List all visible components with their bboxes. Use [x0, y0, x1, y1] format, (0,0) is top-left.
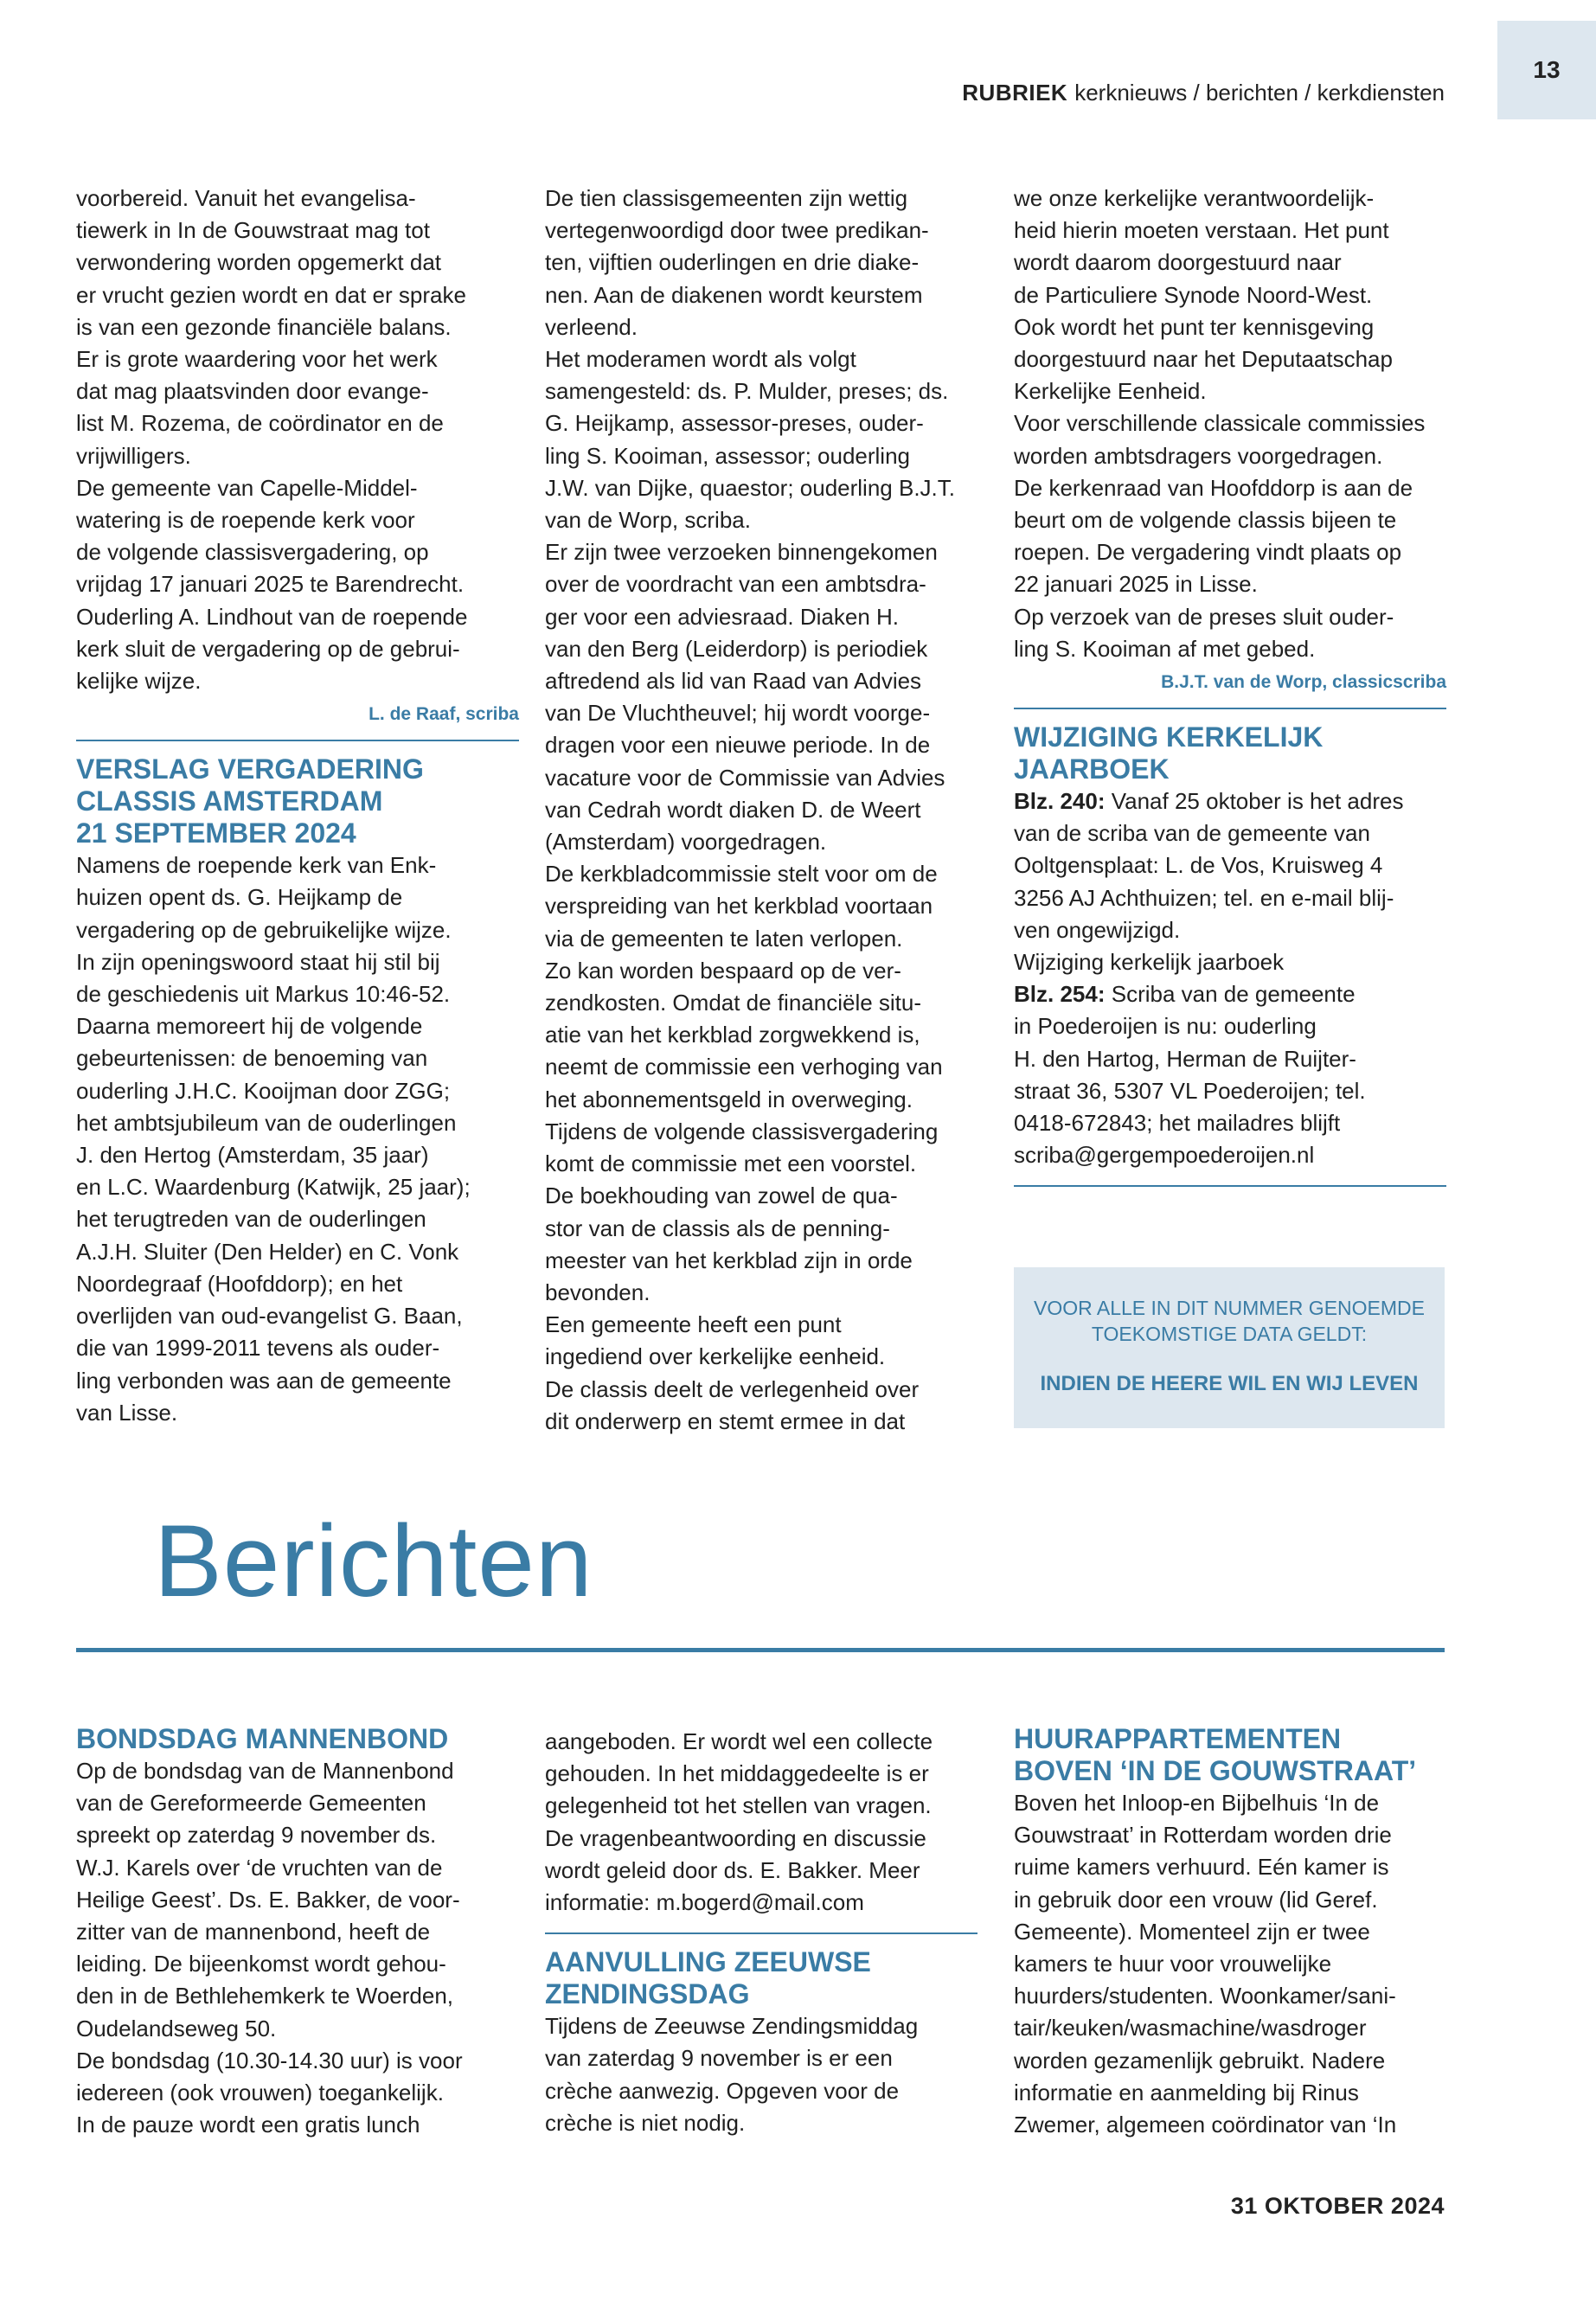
article-text: [76, 1755, 519, 2141]
text-line: van De Vluchtheuvel; hij wordt voorge-: [545, 700, 931, 727]
text-line: 22 januari 2025 in Lisse.: [1014, 571, 1258, 598]
text-line: De classis deelt de verlegenheid over: [545, 1375, 920, 1402]
text-line: atie van het kerkblad zorgwekkend is,: [545, 1022, 920, 1048]
text-line: 0418-672843; het mailadres blijft: [1014, 1110, 1341, 1137]
text-line: G. Heijkamp, assessor-preses, ouder-: [545, 410, 924, 437]
text-line: ZENDINGSDAG: [545, 1978, 750, 2010]
text-line: tiewerk in In de Gouwstraat mag tot: [76, 217, 430, 244]
text-line: tair/keuken/wasmachine/wasdroger: [1014, 2015, 1367, 2041]
text-line: BONDSDAG MANNENBOND: [76, 1723, 449, 1754]
article-heading: [1014, 721, 1446, 785]
notice-line: TOEKOMSTIGE DATA GELDT:: [1091, 1323, 1368, 1345]
text-line: In zijn openingswoord staat hij stil bij: [76, 948, 440, 975]
text-line: vrijwilligers.: [76, 442, 191, 469]
article-text: [76, 849, 519, 1429]
text-line: in gebruik door een vrouw (lid Geref.: [1014, 1886, 1378, 1913]
bericht-column-2: [545, 1726, 977, 2139]
text-line: De boekhouding van zowel de qua-: [545, 1183, 898, 1209]
text-line: Wijziging kerkelijk jaarboek: [1014, 949, 1285, 976]
text-line: is van een gezonde financiële balans.: [76, 313, 452, 340]
text-line: het terugtreden van de ouderlingen: [76, 1206, 426, 1233]
text-line: H. den Hartog, Herman de Ruijter-: [1014, 1045, 1356, 1072]
text-line: aangeboden. Er wordt wel een collecte: [545, 1728, 933, 1754]
text-line: CLASSIS AMSTERDAM: [76, 785, 383, 817]
text-line: vertegenwoordigd door twee predikan-: [545, 217, 929, 244]
text-line: den in de Bethlehemkerk te Woerden,: [76, 1983, 454, 2009]
text-line: het abonnementsgeld in overweging.: [545, 1086, 913, 1112]
signature: B.J.T. van de Worp, classicscriba: [1161, 672, 1446, 693]
text-line: ling S. Kooiman, assessor; ouderling: [545, 442, 911, 469]
article-text: [545, 2010, 977, 2139]
blz-254-label: Blz. 254:: [1014, 981, 1106, 1008]
article-column-2: [545, 183, 977, 1438]
text-line: er vrucht gezien wordt en dat er sprake: [76, 281, 466, 308]
text-line: Namens de roepende kerk van Enk-: [76, 852, 437, 879]
blz-240-label: Blz. 240:: [1014, 788, 1106, 815]
text-line: vrijdag 17 januari 2025 te Barendrecht.: [76, 571, 465, 598]
text-line: De kerkbladcommissie stelt voor om de: [545, 861, 938, 888]
section-header: [962, 80, 1445, 106]
text-line: aftredend als lid van Raad van Advies: [545, 668, 922, 695]
text-line: van de scriba van de gemeente van: [1014, 820, 1370, 847]
text-line: via de gemeenten te laten verlopen.: [545, 925, 903, 952]
rubriek-label: RUBRIEK: [962, 80, 1068, 106]
text-line: straat 36, 5307 VL Poederoijen; tel.: [1014, 1077, 1366, 1104]
text-line: Oudelandseweg 50.: [76, 2015, 277, 2041]
text-line: bevonden.: [545, 1279, 651, 1305]
text-line: crèche is niet nodig.: [545, 2109, 746, 2136]
bericht-column-1: [76, 1723, 519, 2141]
text-line: verleend.: [545, 313, 638, 340]
text-line: Boven het Inloop-en Bijbelhuis ‘In de: [1014, 1790, 1380, 1816]
text-line: 21 SEPTEMBER 2024: [76, 817, 356, 849]
notice-emphasis: INDIEN DE HEERE WIL EN WIJ LEVEN: [1040, 1372, 1419, 1395]
text-line: wordt geleid door ds. E. Bakker. Meer: [545, 1856, 920, 1883]
text-line: J. den Hertog (Amsterdam, 35 jaar): [76, 1142, 429, 1169]
text-line: leiding. De bijeenkomst wordt gehou-: [76, 1951, 446, 1977]
signature: L. de Raaf, scriba: [369, 704, 519, 725]
text-line: De gemeente van Capelle-Middel-: [76, 474, 418, 501]
text-line: van Lisse.: [76, 1399, 178, 1426]
text-line: Ooltgensplaat: L. de Vos, Kruisweg 4: [1014, 852, 1383, 879]
text-line: HUURAPPARTEMENTEN: [1014, 1723, 1342, 1754]
text-line: zitter van de mannenbond, heeft de: [76, 1919, 431, 1945]
text-line: Tijdens de volgende classisvergadering: [545, 1118, 939, 1144]
text-line: ouderling J.H.C. Kooijman door ZGG;: [76, 1077, 451, 1104]
text-line: samengesteld: ds. P. Mulder, preses; ds.: [545, 378, 949, 405]
text-line: crèche aanwezig. Opgeven voor de: [545, 2077, 900, 2104]
text-line: scriba@gergempoederoijen.nl: [1014, 1142, 1315, 1169]
text-line: Op de bondsdag van de Mannenbond: [76, 1758, 454, 1784]
issue-date: 31 OKTOBER 2024: [1230, 2193, 1445, 2219]
article-heading: [545, 1946, 977, 2010]
text-line: wordt daarom doorgestuurd naar: [1014, 249, 1342, 276]
text-line: Ook wordt het punt ter kennisgeving: [1014, 313, 1375, 340]
text-line: W.J. Karels over ‘de vruchten van de: [76, 1854, 443, 1881]
text-line: dat mag plaatsvinden door evange-: [76, 378, 429, 405]
text-line: van zaterdag 9 november is er een: [545, 2045, 893, 2072]
bericht-column-3: [1014, 1723, 1446, 2141]
text-line: gebeurtenissen: de benoeming van: [76, 1045, 428, 1072]
text-line: worden gezamenlijk gebruikt. Nadere: [1014, 2047, 1386, 2073]
text-line: Voor verschillende classicale commissies: [1014, 410, 1426, 437]
text-line: VERSLAG VERGADERING: [76, 753, 424, 785]
text-line: ruime kamers verhuurd. Eén kamer is: [1014, 1854, 1389, 1881]
text-line: nen. Aan de diakenen wordt keurstem: [545, 281, 923, 308]
text-line: roepen. De vergadering vindt plaats op: [1014, 539, 1402, 566]
article-text: [1014, 1787, 1446, 2141]
blz-254-line: [1014, 978, 1446, 1010]
text-line: AANVULLING ZEEUWSE: [545, 1946, 871, 1978]
text-line: kelijke wijze.: [76, 668, 202, 695]
text-line: over de voordracht van een ambtsdra-: [545, 571, 926, 598]
text-line: iedereen (ook vrouwen) toegankelijk.: [76, 2080, 444, 2106]
text-line: De vragenbeantwoording en discussie: [545, 1824, 926, 1851]
article-text: [1014, 817, 1446, 978]
divider: [1014, 708, 1446, 709]
text-line: voorbereid. Vanuit het evangelisa-: [76, 185, 416, 211]
text-line: Daarna memoreert hij de volgende: [76, 1013, 423, 1040]
text-line: kamers te huur voor vrouwelijke: [1014, 1951, 1332, 1977]
divider: [1014, 1185, 1446, 1187]
text-line: ling verbonden was aan de gemeente: [76, 1367, 452, 1394]
text-line: stor van de classis als de penning-: [545, 1215, 890, 1241]
notice-box: [1014, 1267, 1445, 1428]
text-line: Het moderamen wordt als volgt: [545, 346, 856, 373]
text-line: kerk sluit de vergadering op de gebrui-: [76, 635, 460, 662]
text-line: vacature voor de Commissie van Advies: [545, 764, 945, 791]
text-line: het ambtsjubileum van de ouderlingen: [76, 1109, 457, 1136]
text-line: huurders/studenten. Woonkamer/sani-: [1014, 1983, 1396, 2009]
text-line: beurt om de volgende classis bijeen te: [1014, 507, 1397, 534]
text-line: Ouderling A. Lindhout van de roepende: [76, 603, 468, 630]
article-text: [1014, 183, 1446, 665]
section-divider: [76, 1648, 1445, 1652]
text-line: zendkosten. Omdat de financiële situ-: [545, 990, 922, 1016]
text-line: Op verzoek van de preses sluit ouder-: [1014, 603, 1394, 630]
text-line: Noordegraaf (Hoofddorp); en het: [76, 1270, 403, 1297]
divider: [76, 740, 519, 741]
text-line: Tijdens de Zeeuwse Zendingsmiddag: [545, 2013, 919, 2040]
text-line: Zwemer, algemeen coördinator van ‘In: [1014, 2112, 1397, 2138]
text-line: A.J.H. Sluiter (Den Helder) en C. Vonk: [76, 1238, 459, 1265]
text-line: komt de commissie met een voorstel.: [545, 1150, 917, 1177]
text-line: en L.C. Waardenburg (Katwijk, 25 jaar);: [76, 1174, 471, 1201]
text-line: van Cedrah wordt diaken D. de Weert: [545, 796, 921, 823]
text-line: heid hierin moeten verstaan. Het punt: [1014, 217, 1389, 244]
text-line: De kerkenraad van Hoofddorp is aan de: [1014, 474, 1413, 501]
blz-240-line: [1014, 785, 1446, 817]
text-line: in Poederoijen is nu: ouderling: [1014, 1013, 1317, 1040]
text-line: De tien classisgemeenten zijn wettig: [545, 185, 908, 211]
article-heading: [76, 1723, 519, 1755]
text-line: BOVEN ‘IN DE GOUWSTRAAT’: [1014, 1755, 1417, 1786]
text-line: de geschiedenis uit Markus 10:46-52.: [76, 981, 451, 1008]
text-line: de volgende classisvergadering, op: [76, 539, 429, 566]
page-number: 13: [1497, 21, 1596, 119]
divider: [545, 1932, 977, 1934]
text-line: worden ambtsdragers voorgedragen.: [1014, 442, 1383, 469]
text-line: informatie en aanmelding bij Rinus: [1014, 2079, 1359, 2106]
text-line: In de pauze wordt een gratis lunch: [76, 2112, 420, 2138]
text-line: overlijden van oud-evangelist G. Baan,: [76, 1303, 463, 1330]
text-line: watering is de roepende kerk voor: [76, 507, 415, 534]
text-line: Er zijn twee verzoeken binnengekomen: [545, 539, 938, 566]
article-heading: [1014, 1723, 1446, 1787]
text-line: Gouwstraat’ in Rotterdam worden drie: [1014, 1822, 1392, 1849]
text-line: verwondering worden opgemerkt dat: [76, 249, 442, 276]
text-line: dit onderwerp en stemt ermee in dat: [545, 1407, 906, 1434]
text-line: WIJZIGING KERKELIJK: [1014, 721, 1324, 753]
text-line: neemt de commissie een verhoging van: [545, 1054, 943, 1080]
text-line: J.W. van Dijke, quaestor; ouderling B.J.T.: [545, 474, 955, 501]
blz-240-text: Vanaf 25 oktober is het adres: [1105, 788, 1404, 815]
text-line: gelegenheid tot het stellen van vragen.: [545, 1792, 932, 1819]
text-line: Een gemeente heeft een punt: [545, 1311, 842, 1338]
article-text: [545, 1726, 977, 1919]
text-line: dragen voor een nieuwe periode. In de: [545, 732, 931, 759]
text-line: Gemeente). Momenteel zijn er twee: [1014, 1918, 1370, 1945]
text-line: doorgestuurd naar het Deputaatschap: [1014, 346, 1393, 373]
text-line: verspreiding van het kerkblad voortaan: [545, 893, 933, 920]
text-line: list M. Rozema, de coördinator en de: [76, 410, 444, 437]
text-line: ingediend over kerkelijke eenheid.: [545, 1343, 886, 1370]
article-heading: [76, 753, 519, 849]
text-line: De bondsdag (10.30-14.30 uur) is voor: [76, 2047, 463, 2073]
article-column-1: [76, 183, 519, 1429]
text-line: (Amsterdam) voorgedragen.: [545, 829, 827, 856]
text-line: van den Berg (Leiderdorp) is periodiek: [545, 635, 928, 662]
text-line: ling S. Kooiman af met gebed.: [1014, 635, 1316, 662]
text-line: ten, vijftien ouderlingen en drie diake-: [545, 249, 920, 276]
text-line: Er is grote waardering voor het werk: [76, 346, 438, 373]
article-text: [1014, 1010, 1446, 1171]
text-line: gehouden. In het middaggedeelte is er: [545, 1760, 929, 1787]
text-line: ger voor een adviesraad. Diaken H.: [545, 603, 900, 630]
article-text: [545, 183, 977, 1438]
text-line: Heilige Geest’. Ds. E. Bakker, de voor-: [76, 1886, 460, 1913]
text-line: huizen opent ds. G. Heijkamp de: [76, 884, 403, 911]
text-line: van de Gereformeerde Gemeenten: [76, 1790, 426, 1817]
text-line: Zo kan worden bespaard op de ver-: [545, 957, 901, 984]
notice-line: VOOR ALLE IN DIT NUMMER GENOEMDE: [1034, 1297, 1425, 1319]
text-line: we onze kerkelijke verantwoordelijk-: [1014, 185, 1375, 211]
article-column-3: [1014, 183, 1446, 1187]
article-text: [76, 183, 519, 697]
text-line: van de Worp, scriba.: [545, 507, 751, 534]
text-line: ven ongewijzigd.: [1014, 916, 1181, 943]
text-line: Kerkelijke Eenheid.: [1014, 378, 1207, 405]
text-line: vergadering op de gebruikelijke wijze.: [76, 916, 452, 943]
text-line: meester van het kerkblad zijn in orde: [545, 1247, 913, 1273]
text-line: JAARBOEK: [1014, 753, 1170, 785]
text-line: de Particuliere Synode Noord-West.: [1014, 281, 1373, 308]
text-line: die van 1999-2011 tevens als ouder-: [76, 1335, 440, 1362]
rubriek-text: kerknieuws / berichten / kerkdiensten: [1074, 80, 1445, 106]
blz-254-text: Scriba van de gemeente: [1105, 981, 1356, 1008]
text-line: 3256 AJ Achthuizen; tel. en e-mail blij-: [1014, 884, 1394, 911]
text-line: spreekt op zaterdag 9 november ds.: [76, 1822, 437, 1849]
section-title: Berichten: [154, 1504, 593, 1618]
text-line: informatie: m.bogerd@mail.com: [545, 1889, 864, 1916]
